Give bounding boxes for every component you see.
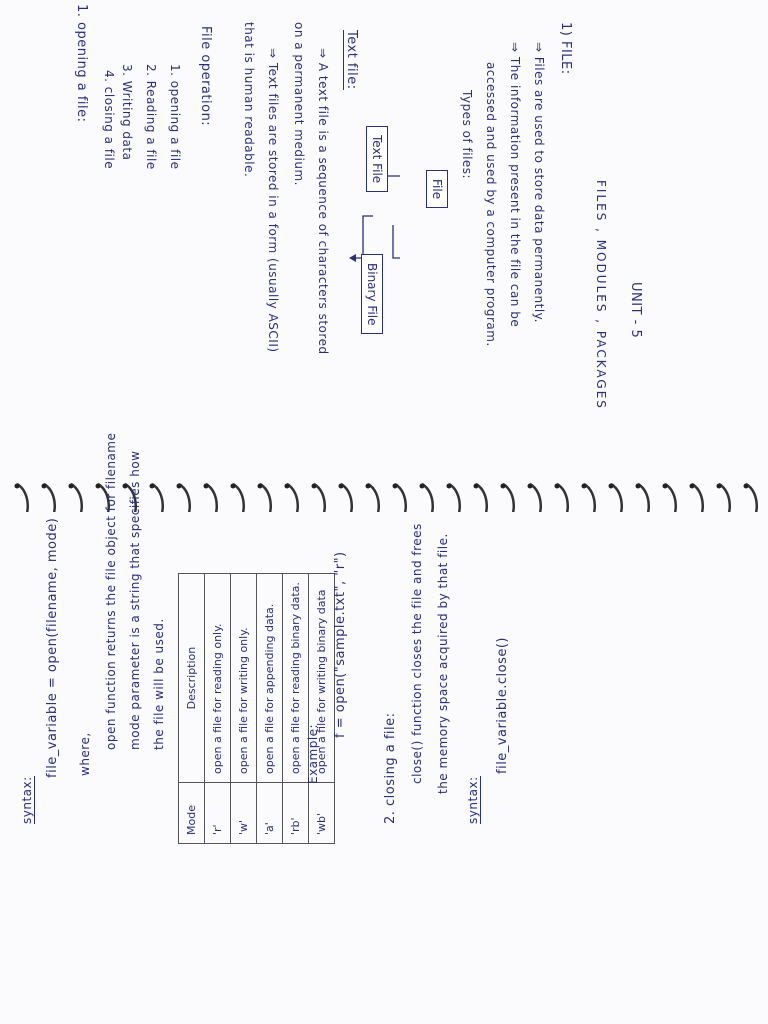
- spiral-hole: [15, 484, 20, 489]
- spiral-hole: [69, 484, 74, 489]
- spiral-hole: [42, 484, 47, 489]
- spiral-hole: [204, 484, 209, 489]
- table-cell-mode: 'rb': [283, 783, 309, 844]
- spiral-hole: [366, 484, 371, 489]
- closing-heading: 2. closing a file:: [383, 712, 398, 824]
- where-text-1: open function returns the file object for filename: [104, 432, 118, 750]
- table-header-mode: Mode: [179, 783, 205, 844]
- file-point-2: ⇒ The information present in the file can be: [508, 42, 522, 328]
- text-file-point-4: that is human readable.: [242, 22, 256, 178]
- where-text-3: the file will be used.: [152, 618, 166, 750]
- table-cell-description: open a file for appending data.: [257, 574, 283, 783]
- file-ops-heading: File operation:: [198, 26, 213, 127]
- spiral-hole: [339, 484, 344, 489]
- spiral-hole: [636, 484, 641, 489]
- table-cell-mode: 'w': [231, 783, 257, 844]
- table-cell-description: open a file for reading only.: [205, 574, 231, 783]
- table-cell-mode: 'a': [257, 783, 283, 844]
- table-header-description: Description: [179, 574, 205, 783]
- table-cell-description: open a file for writing binary data: [309, 574, 335, 783]
- spiral-hole: [231, 484, 236, 489]
- where-label: where,: [78, 732, 92, 776]
- table-row: [231, 574, 257, 844]
- spiral-hole: [528, 484, 533, 489]
- diagram-binary-file: Binary File: [361, 254, 383, 334]
- file-op-1: 1. opening a file: [168, 64, 182, 170]
- spiral-hole: [96, 484, 101, 489]
- where-text-2: mode parameter is a string that specifies how: [128, 450, 142, 750]
- example-label: Example:: [306, 723, 320, 784]
- spiral-hole: [312, 484, 317, 489]
- example-code: f = open("sample.txt", "r"): [333, 551, 348, 738]
- file-op-4: 4. closing a file: [102, 70, 116, 170]
- spiral-hole: [420, 484, 425, 489]
- syntax-code: file_variable = open(filename, mode): [45, 517, 60, 778]
- spiral-hole: [474, 484, 479, 489]
- table-cell-mode: 'r': [205, 783, 231, 844]
- table-cell-mode: 'wb': [309, 783, 335, 844]
- subtitle: FILES , MODULES , PACKAGES: [594, 180, 608, 410]
- spiral-hole: [285, 484, 290, 489]
- spiral-hole: [663, 484, 668, 489]
- spiral-hole: [393, 484, 398, 489]
- text-file-heading-label: Text file:: [344, 30, 359, 90]
- file-op-2: 2. Reading a file: [144, 64, 158, 170]
- diagram-file: File: [426, 170, 448, 208]
- spiral-hole: [690, 484, 695, 489]
- types-of-files-label: Types of files:: [460, 90, 474, 180]
- opening-heading: 1. opening a file:: [74, 4, 89, 123]
- connector-bottom: [393, 225, 400, 258]
- spiral-hole: [447, 484, 452, 489]
- spiral-hole: [150, 484, 155, 489]
- spiral-hole: [177, 484, 182, 489]
- file-op-3: 3. Writing data: [120, 64, 134, 161]
- spiral-hole: [582, 484, 587, 489]
- table-cell-description: open a file for reading binary data.: [283, 574, 309, 783]
- text-file-point-3: ⇒ Text files are stored in a form (usually ASCII): [266, 48, 280, 353]
- table-row: [309, 574, 335, 844]
- syntax-label: [20, 776, 34, 824]
- connector-top: [356, 216, 373, 258]
- section-heading: 1) FILE:: [558, 22, 573, 75]
- closing-syntax-label: [466, 776, 480, 824]
- spiral-hole: [717, 484, 722, 489]
- spiral-hole: [555, 484, 560, 489]
- spiral-hole: [258, 484, 263, 489]
- spiral-hole: [744, 484, 749, 489]
- text-file-point-1: ⇒ A text file is a sequence of characters stored: [316, 48, 330, 355]
- table-row: [283, 574, 309, 844]
- table-header-row: [179, 574, 205, 844]
- spiral-hole: [501, 484, 506, 489]
- file-point-3: accessed and used by a computer program.: [484, 62, 498, 347]
- closing-syntax-code: file_variable.close(): [495, 636, 510, 774]
- unit-title: UNIT - 5: [628, 282, 643, 339]
- right-page: [0, 432, 768, 1024]
- text-file-point-2: on a permanent medium.: [292, 22, 306, 186]
- diagram-text-file: Text File: [366, 126, 388, 192]
- table-cell-description: open a file for writing only.: [231, 574, 257, 783]
- mode-table: [178, 573, 335, 844]
- closing-text-1: close() function closes the file and frees: [410, 523, 424, 784]
- table-row: [257, 574, 283, 844]
- closing-syntax-label-text: syntax:: [466, 776, 480, 824]
- table-row: [205, 574, 231, 844]
- spiral-hole: [609, 484, 614, 489]
- text-file-heading: [344, 30, 358, 90]
- spiral-hole: [123, 484, 128, 489]
- file-point-1: ⇒ Files are used to store data permanently.: [532, 42, 546, 323]
- syntax-label-text: syntax:: [20, 776, 34, 824]
- closing-text-2: the memory space acquired by that file.: [436, 533, 450, 794]
